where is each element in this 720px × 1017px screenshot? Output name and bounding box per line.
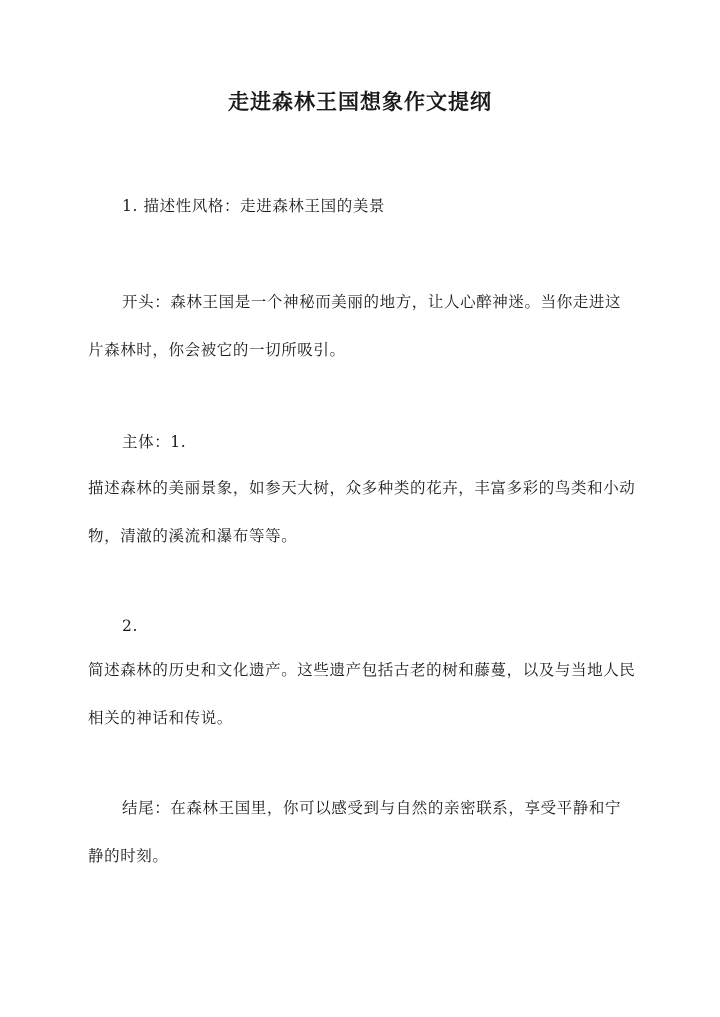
body-label: 主体：1. bbox=[122, 433, 187, 451]
opening-paragraph: 开头：森林王国是一个神秘而美丽的地方，让人心醉神迷。当你走进这片森林时，你会被它的一切所吸引。 bbox=[88, 293, 622, 359]
body-point-1: 描述森林的美丽景象，如参天大树，众多种类的花卉，丰富多彩的鸟类和小动物，清澈的溪流和瀑布等等。 bbox=[88, 479, 636, 545]
body-number-2: 2. bbox=[122, 617, 138, 635]
document-title: 走进森林王国想象作文提纲 bbox=[228, 89, 492, 114]
body-point-2: 简述森林的历史和文化遗产。这些遗产包括古老的树和藤蔓，以及与当地人民相关的神话和传说。 bbox=[88, 661, 636, 727]
section-heading: 1. 描述性风格：走进森林王国的美景 bbox=[122, 197, 386, 215]
closing-paragraph: 结尾：在森林王国里，你可以感受到与自然的亲密联系，享受平静和宁静的时刻。 bbox=[88, 799, 622, 865]
